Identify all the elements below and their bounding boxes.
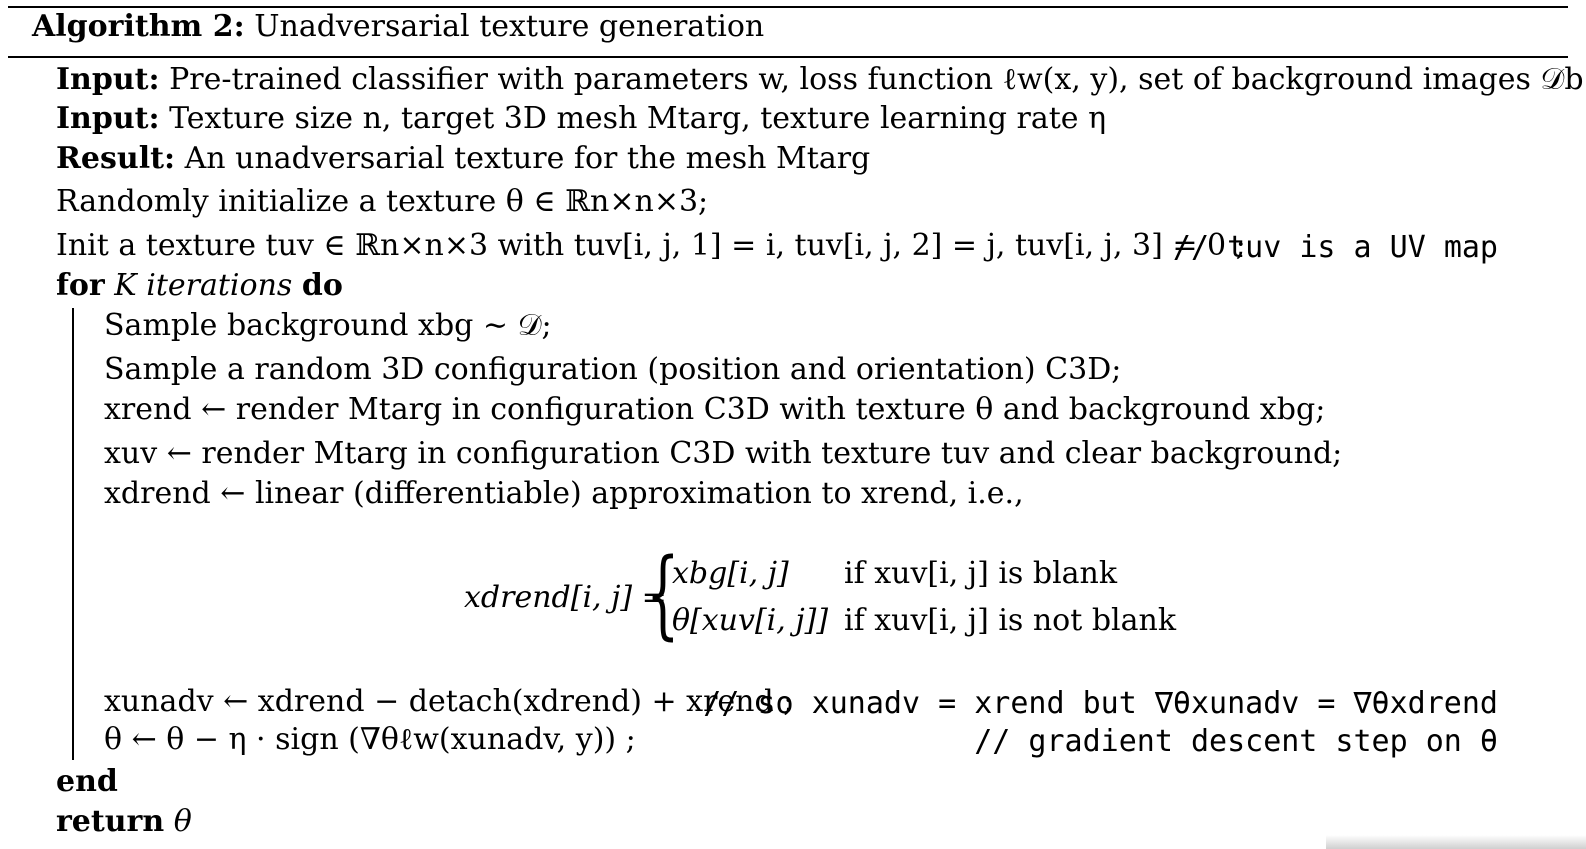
end-keyword: end: [56, 764, 118, 799]
loop-step-render-rend: xrend ← render Mtarg in configuration C3D with texture θ and background xbg;: [104, 392, 1326, 427]
equation-lhs: xdrend[i, j] =: [464, 580, 667, 615]
for-condition: K iterations: [114, 268, 293, 303]
for-header: [56, 268, 343, 304]
init-line-2: Init a texture tuv ∈ ℝn×n×3 with tuv[i, j, 1] = i, tuv[i, j, 2] = j, tuv[i, j, 3] = 0 ;: [56, 228, 1246, 263]
for-keyword: for: [56, 268, 105, 303]
equation-brace: {: [646, 538, 680, 650]
result-keyword: Result:: [56, 141, 176, 176]
loop-body-bar: [72, 308, 74, 760]
return-line: [56, 804, 192, 840]
loop-step-drend: xdrend ← linear (differentiable) approximation to xrend, i.e.,: [104, 476, 1024, 511]
header-rule: [8, 56, 1568, 58]
input-keyword: Input:: [56, 62, 160, 97]
init-comment: // tuv is a UV map: [1172, 230, 1498, 265]
loop-step-unadv: xunadv ← xdrend − detach(xdrend) + xrend ;: [104, 684, 794, 719]
init-line-1: Randomly initialize a texture θ ∈ ℝn×n×3;: [56, 184, 709, 219]
do-keyword: do: [301, 268, 343, 303]
input-line-2: [56, 101, 1106, 137]
case-condition-blank: if xuv[i, j] is blank: [844, 556, 1118, 591]
return-keyword: return: [56, 804, 165, 839]
result-line: [56, 141, 870, 177]
case-value-not-blank: θ[xuv[i, j]]: [672, 603, 829, 638]
input-keyword: Input:: [56, 101, 160, 136]
input-text: Texture size n, target 3D mesh Mtarg, texture learning rate η: [169, 101, 1107, 136]
case-value-blank: xbg[i, j]: [672, 556, 789, 591]
gradient-comment: // gradient descent step on θ: [974, 724, 1498, 759]
loop-step-sample-background: Sample background xbg ∼ 𝒟;: [104, 308, 552, 343]
result-text: An unadversarial texture for the mesh Mtarg: [184, 141, 871, 176]
loop-step-sample-config: Sample a random 3D configuration (position and orientation) C3D;: [104, 352, 1122, 387]
unadv-comment: // so xunadv = xrend but ∇θxunadv = ∇θxdrend: [703, 686, 1498, 721]
loop-step-render-uv: xuv ← render Mtarg in configuration C3D with texture tuv and clear background;: [104, 436, 1343, 471]
page-shadow: [1326, 835, 1586, 849]
return-value: θ: [173, 804, 192, 839]
top-rule: [8, 6, 1568, 8]
case-condition-not-blank: if xuv[i, j] is not blank: [844, 603, 1177, 638]
input-text: Pre-trained classifier with parameters w, loss function ℓw(x, y), set of background images 𝒟b: [169, 62, 1584, 97]
algorithm-title: [32, 9, 764, 44]
algorithm-label: Algorithm 2:: [32, 9, 245, 44]
algorithm-title-text: Unadversarial texture generation: [254, 9, 765, 44]
input-line-1: [56, 62, 1584, 98]
loop-step-gradient: θ ← θ − η · sign (∇θℓw(xunadv, y)) ;: [104, 722, 636, 757]
